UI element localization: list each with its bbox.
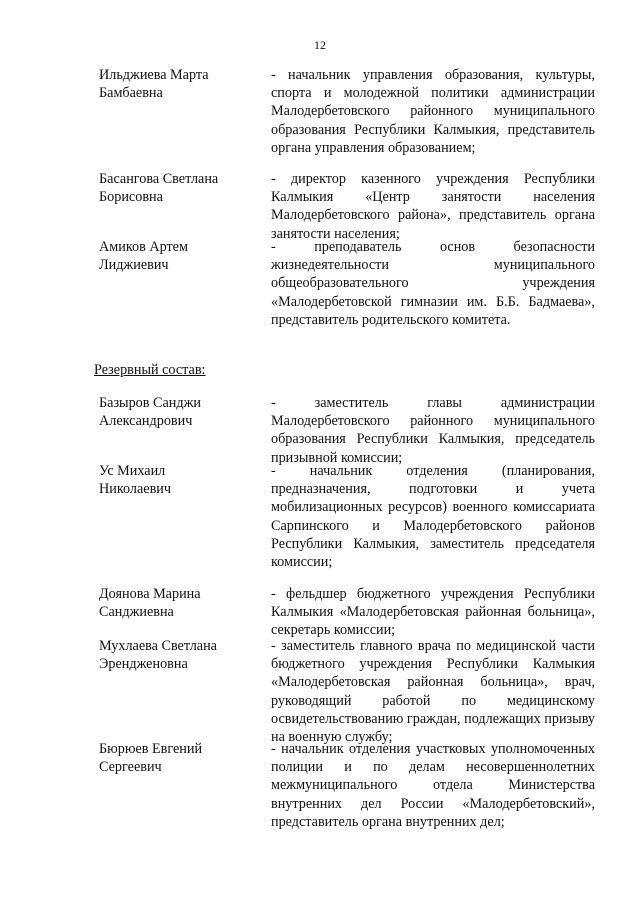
member-name-line2: Александрович: [99, 413, 193, 430]
member-name: [99, 637, 259, 673]
member-name: [99, 585, 259, 621]
member-name-line2: Борисовна: [99, 189, 163, 206]
member-name: [99, 238, 259, 274]
member-name-line2: Бамбаевна: [99, 85, 163, 102]
page-number: 12: [314, 38, 326, 52]
member-role: - преподаватель основ безопасности жизнедеятельности муниципального общеобразовательного учреждения «Малодербетовской гимназии им. Б.Б. Бадмаева», представитель родительского комитета.: [271, 239, 595, 328]
member-name-line2: Санджиевна: [99, 604, 174, 621]
member-role: - заместитель главы администрации Малодербетовского районного муниципального образования Республики Калмыкия, председатель призывной комиссии;: [271, 395, 595, 466]
member-name-line1: Базыров Санджи: [99, 395, 201, 411]
member-name-line1: Бюрюев Евгений: [99, 741, 203, 757]
member-name-line2: Сергеевич: [99, 759, 162, 776]
member-role: - заместитель главного врача по медицинской части бюджетного учреждения Республики Калмыкия «Малодербетовская районная больница», врач, руководящий работой по медицинскому освидетельствованию граждан, подлежащих призыву на военную службу;: [271, 638, 595, 746]
member-role: - фельдшер бюджетного учреждения Республики Калмыкия «Малодербетовская районная больница», секретарь комиссии;: [271, 586, 595, 639]
member-name-line1: Басангова Светлана: [99, 171, 219, 187]
member-name-line2: Эрендженовна: [99, 656, 188, 673]
member-name: [99, 740, 259, 776]
member-name-line1: Ильджиева Марта: [99, 67, 209, 83]
member-name-line2: Лиджиевич: [99, 257, 169, 274]
member-name: [99, 66, 259, 102]
member-name: [99, 394, 259, 430]
member-role: - начальник управления образования, культуры, спорта и молодежной политики администрации Малодербетовского районного муниципального образования Республики Калмыкия, представитель органа управления образованием;: [271, 67, 595, 156]
member-role: - начальник отделения (планирования, предназначения, подготовки и учета мобилизационных ресурсов) военного комиссариата Сарпинского и Малодербетовского районов Республики Калмыкия, заместитель председателя комиссии;: [271, 463, 595, 571]
member-role: - директор казенного учреждения Республики Калмыкия «Центр занятости населения Малодербетовского района», представитель органа занятости населения;: [271, 171, 595, 242]
member-name-line2: Николаевич: [99, 481, 172, 498]
member-name-line1: Мухлаева Светлана: [99, 638, 217, 654]
reserve-section-title: Резервный состав:: [94, 362, 206, 378]
member-name-line1: Ус Михаил: [99, 463, 166, 479]
member-name: [99, 462, 259, 498]
member-role: - начальник отделения участковых уполномоченных полиции и по делам несовершеннолетних межмуниципального отдела Министерства внутренних дел России «Малодербетовский», представитель органа внутренних дел;: [271, 741, 595, 830]
member-name: [99, 170, 259, 206]
member-name-line1: Амиков Артем: [99, 239, 188, 255]
member-name-line1: Доянова Марина: [99, 586, 201, 602]
